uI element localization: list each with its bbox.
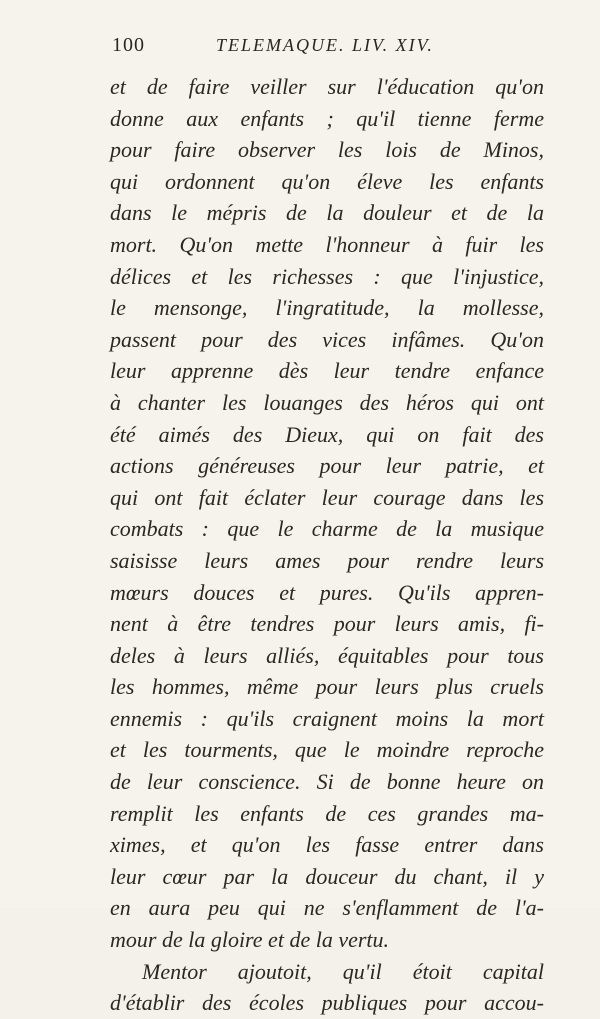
text-line: mort. Qu'on mette l'honneur à fuir les bbox=[110, 231, 544, 257]
text-line: à chanter les louanges des héros qui ont bbox=[110, 389, 544, 415]
text-line: dans le mépris de la douleur et de la bbox=[110, 200, 544, 226]
text-line: et les tourments, que le moindre reproche bbox=[110, 737, 544, 763]
text-line: et de faire veiller sur l'éducation qu'on bbox=[110, 74, 544, 99]
body-text bbox=[110, 71, 544, 1019]
text-line: délices et les richesses : que l'injustice, bbox=[110, 263, 544, 289]
text-line: deles à leurs alliés, équitables pour tous bbox=[110, 642, 544, 668]
text-line: combats : que le charme de la musique bbox=[110, 516, 544, 542]
text-line: de leur conscience. Si de bonne heure on bbox=[110, 769, 544, 795]
text-line: donne aux enfants ; qu'il tienne ferme bbox=[110, 105, 544, 131]
text-line: leur apprenne dès leur tendre enfance bbox=[110, 358, 544, 384]
page-header bbox=[112, 34, 542, 60]
page-number: 100 bbox=[112, 34, 145, 56]
paragraph-last-line: mour de la gloire et de la vertu. bbox=[110, 927, 390, 953]
text-line: ximes, et qu'on les fasse entrer dans bbox=[110, 832, 544, 858]
text-line: mœurs douces et pures. Qu'ils appren- bbox=[110, 579, 544, 605]
text-line: nent à être tendres pour leurs amis, fi- bbox=[110, 611, 544, 637]
text-line: ennemis : qu'ils craignent moins la mort bbox=[110, 705, 544, 731]
text-line: qui ont fait éclater leur courage dans les bbox=[110, 484, 544, 510]
text-line: passent pour des vices infâmes. Qu'on bbox=[110, 326, 544, 352]
text-line: en aura peu qui ne s'enflamment de l'a- bbox=[110, 895, 544, 921]
text-line: le mensonge, l'ingratitude, la mollesse, bbox=[110, 295, 544, 321]
text-line: leur cœur par la douceur du chant, il y bbox=[110, 863, 544, 889]
paragraph-first-line: Mentor ajoutoit, qu'il étoit capital bbox=[142, 958, 544, 984]
text-line: saisisse leurs ames pour rendre leurs bbox=[110, 547, 544, 573]
text-line: qui ordonnent qu'on éleve les enfants bbox=[110, 168, 544, 194]
text-line: pour faire observer les lois de Minos, bbox=[110, 137, 544, 163]
text-line: les hommes, même pour leurs plus cruels bbox=[110, 674, 544, 700]
running-title: TELEMAQUE. LIV. XIV. bbox=[216, 35, 434, 55]
text-line: d'établir des écoles publiques pour accou- bbox=[110, 990, 544, 1016]
text-line: été aimés des Dieux, qui on fait des bbox=[110, 421, 544, 447]
text-line: remplit les enfants de ces grandes ma- bbox=[110, 800, 544, 826]
text-line: actions généreuses pour leur patrie, et bbox=[110, 453, 544, 479]
